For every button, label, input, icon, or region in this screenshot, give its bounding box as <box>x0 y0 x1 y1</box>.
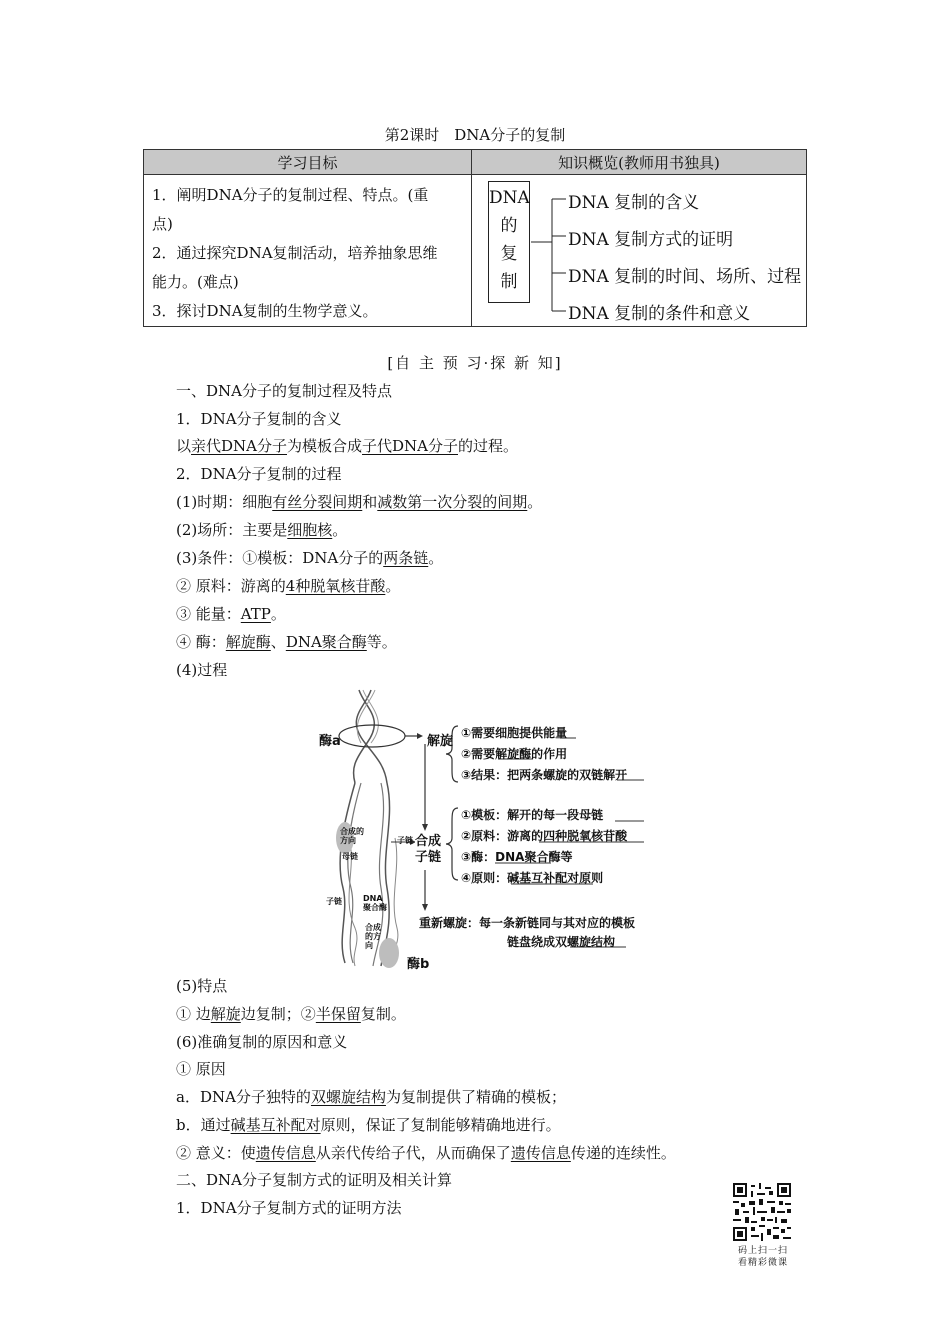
subheading-1-1: 1．DNA分子复制的含义 <box>176 410 342 428</box>
enzyme-a-label: 酶a <box>319 734 341 749</box>
dna-polymerase-label: DNA 聚合酶 <box>363 894 387 912</box>
point-time: (1)时期：细胞有丝分裂间期和减数第一次分裂的间期。 <box>176 493 543 511</box>
synth-item: ②原料：游离的四种脱氧核苷酸 <box>461 829 628 843</box>
overview-header: 知识概览(教师用书独具) <box>472 150 807 175</box>
root-char: DNA <box>489 188 530 208</box>
goal-line: 能力。(难点) <box>152 273 239 291</box>
goal-line: 2．通过探究DNA复制活动，培养抽象思维 <box>152 244 438 262</box>
blank-answer: 碱基互补配对 <box>230 1116 321 1134</box>
section-tag: [自 主 预 习·探 新 知] <box>387 354 563 372</box>
blank-answer: 解旋酶 <box>225 633 271 651</box>
root-char: 制 <box>500 272 518 292</box>
reason-a: a．DNA分子独特的双螺旋结构为复制提供了精确的模板； <box>176 1088 566 1106</box>
blank-answer: 有丝分裂间期 <box>272 493 363 511</box>
goal-line: 点) <box>152 215 173 233</box>
blank-answer: 子代DNA分子 <box>362 437 458 455</box>
goal-line: 1．阐明DNA分子的复制过程、特点。(重 <box>152 186 429 204</box>
blank-answer: 半保留 <box>315 1005 361 1023</box>
blank-answer: 双螺旋结构 <box>310 1088 386 1106</box>
unwind-label: 解旋 <box>427 734 454 749</box>
qr-code-icon[interactable] <box>733 1183 791 1241</box>
reason-heading: ① 原因 <box>176 1060 226 1078</box>
unwind-item: ③结果：把两条螺旋的双链解开 <box>461 768 628 782</box>
synthesize-label: 合成 子链 <box>415 834 442 865</box>
child-chain-label: 子链 <box>326 897 342 906</box>
definition-line: 以亲代DNA分子为模板合成子代DNA分子的过程。 <box>176 437 519 455</box>
point-process: (4)过程 <box>176 661 228 679</box>
goals-cell <box>144 175 472 327</box>
blank-answer: 两条链 <box>383 549 429 567</box>
qr-caption-line: 码上扫一扫 <box>737 1246 788 1256</box>
unwind-item: ②需要解旋酶的作用 <box>461 747 568 761</box>
overview-branch: DNA 复制的条件和意义 <box>568 304 751 324</box>
reason-b: b．通过碱基互补配对原则，保证了复制能够精确地进行。 <box>176 1116 561 1134</box>
point-template: (3)条件：①模板：DNA分子的两条链。 <box>176 549 444 567</box>
point-energy: ③ 能量：ATP。 <box>176 605 286 623</box>
overview-cell <box>472 175 807 327</box>
root-char: 的 <box>500 216 518 236</box>
qr-caption-line: 看精彩微课 <box>737 1258 788 1268</box>
parent-chain-label: 母链 <box>342 852 358 861</box>
overview-branch: DNA 复制方式的证明 <box>568 230 734 250</box>
root-char: 复 <box>500 244 518 264</box>
blank-answer: DNA聚合酶 <box>285 633 367 651</box>
goal-line: 3．探讨DNA复制的生物学意义。 <box>152 302 378 320</box>
synth-item: ④原则：碱基互补配对原则 <box>461 871 604 885</box>
replication-diagram <box>315 688 655 970</box>
subheading-2-1: 1．DNA分子复制方式的证明方法 <box>176 1199 402 1217</box>
section-2-heading: 二、DNA分子复制方式的证明及相关计算 <box>176 1171 452 1189</box>
blank-answer: 亲代DNA分子 <box>191 437 287 455</box>
objectives-table <box>143 149 807 327</box>
lesson-title: 第2课时 DNA分子的复制 <box>384 126 566 144</box>
rewind-line: 重新螺旋：每一条新链同与其对应的模板 <box>419 916 636 930</box>
synth-direction-label: 合成的 方向 <box>340 827 364 845</box>
blank-answer: 4种脱氧核苷酸 <box>285 577 386 595</box>
enzyme-b-label: 酶b <box>407 957 430 972</box>
subheading-1-2: 2．DNA分子复制的过程 <box>176 465 342 483</box>
overview-branch: DNA 复制的含义 <box>568 193 700 213</box>
blank-answer: 减数第一次分裂的间期 <box>377 493 528 511</box>
daughter-chain-arrow-label: 子链 <box>397 836 413 845</box>
significance-line: ② 意义：使遗传信息从亲代传给子代，从而确保了遗传信息传递的连续性。 <box>176 1144 676 1162</box>
point-location: (2)场所：主要是细胞核。 <box>176 521 348 539</box>
point-features: (5)特点 <box>176 977 228 995</box>
blank-answer: 遗传信息 <box>255 1144 316 1162</box>
point-enzyme: ④ 酶：解旋酶、DNA聚合酶等。 <box>176 633 397 651</box>
feature-line: ① 边解旋边复制；②半保留复制。 <box>176 1005 406 1023</box>
point-material: ② 原料：游离的4种脱氧核苷酸。 <box>176 577 401 595</box>
overview-branch: DNA 复制的时间、场所、过程 <box>568 267 802 287</box>
rewind-line: 链盘绕成双螺旋结构 <box>507 935 616 949</box>
blank-answer: 细胞核 <box>287 521 333 539</box>
unwind-item: ①需要细胞提供能量 <box>461 726 568 740</box>
blank-answer: 解旋 <box>210 1005 241 1023</box>
blank-answer: ATP <box>240 605 271 623</box>
synth-item: ①模板：解开的每一段母链 <box>461 808 604 822</box>
goals-header: 学习目标 <box>144 150 472 175</box>
blank-answer: 遗传信息 <box>510 1144 571 1162</box>
section-1-heading: 一、DNA分子的复制过程及特点 <box>176 382 392 400</box>
synth-item: ③酶：DNA聚合酶等 <box>461 850 573 864</box>
synth-direction-label-2: 合成 的方 向 <box>365 923 381 950</box>
point-accuracy: (6)准确复制的原因和意义 <box>176 1033 348 1051</box>
